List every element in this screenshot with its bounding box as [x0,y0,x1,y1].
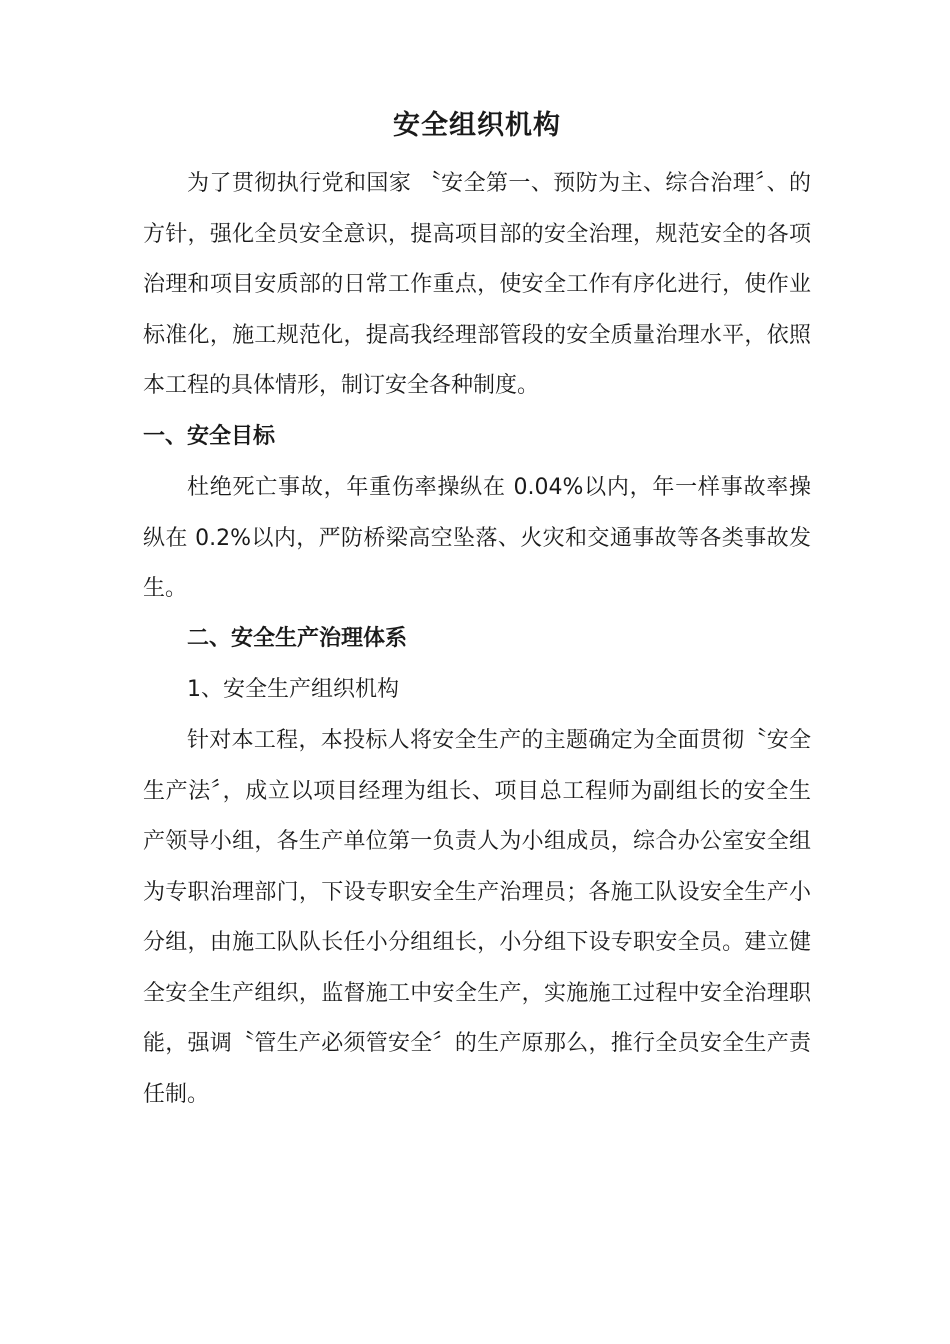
section-2-body: 针对本工程，本投标人将安全生产的主题确定为全面贯彻〝安全生产法〞，成立以项目经理为组长、项目总工程师为副组长的安全生产领导小组，各生产单位第一负责人为小组成员，综合办公室安全组为专职治理部门，下设专职安全生产治理员；各施工队设安全生产小分组，由施工队队长任小分组组长，小分组下设专职安全员。建立健全安全生产组织，监督施工中安全生产，实施施工过程中安全治理职能，强调〝管生产必须管安全〞的生产原那么，推行全员安全生产责任制。 [143,728,811,1107]
section-2-subheading: 1、安全生产组织机构 [187,677,399,702]
document-title: 安全组织机构 [393,110,561,141]
intro-paragraph: 为了贯彻执行党和国家 〝安全第一、预防为主、综合治理〞、的方针，强化全员安全意识，提高项目部的安全治理，规范安全的各项治理和项目安质部的日常工作重点，使安全工作有序化进行，使作业标准化，施工规范化，提高我经理部管段的安全质量治理水平，依照本工程的具体情形，制订安全各种制度。 [143,171,811,398]
section-2-heading: 二、安全生产治理体系 [187,626,408,651]
section-1-body: 杜绝死亡事故，年重伤率操纵在 0.04%以内，年一样事故率操纵在 0.2%以内，严防桥梁高空坠落、火灾和交通事故等各类事故发生。 [143,475,811,601]
section-1-heading: 一、安全目标 [143,424,276,449]
